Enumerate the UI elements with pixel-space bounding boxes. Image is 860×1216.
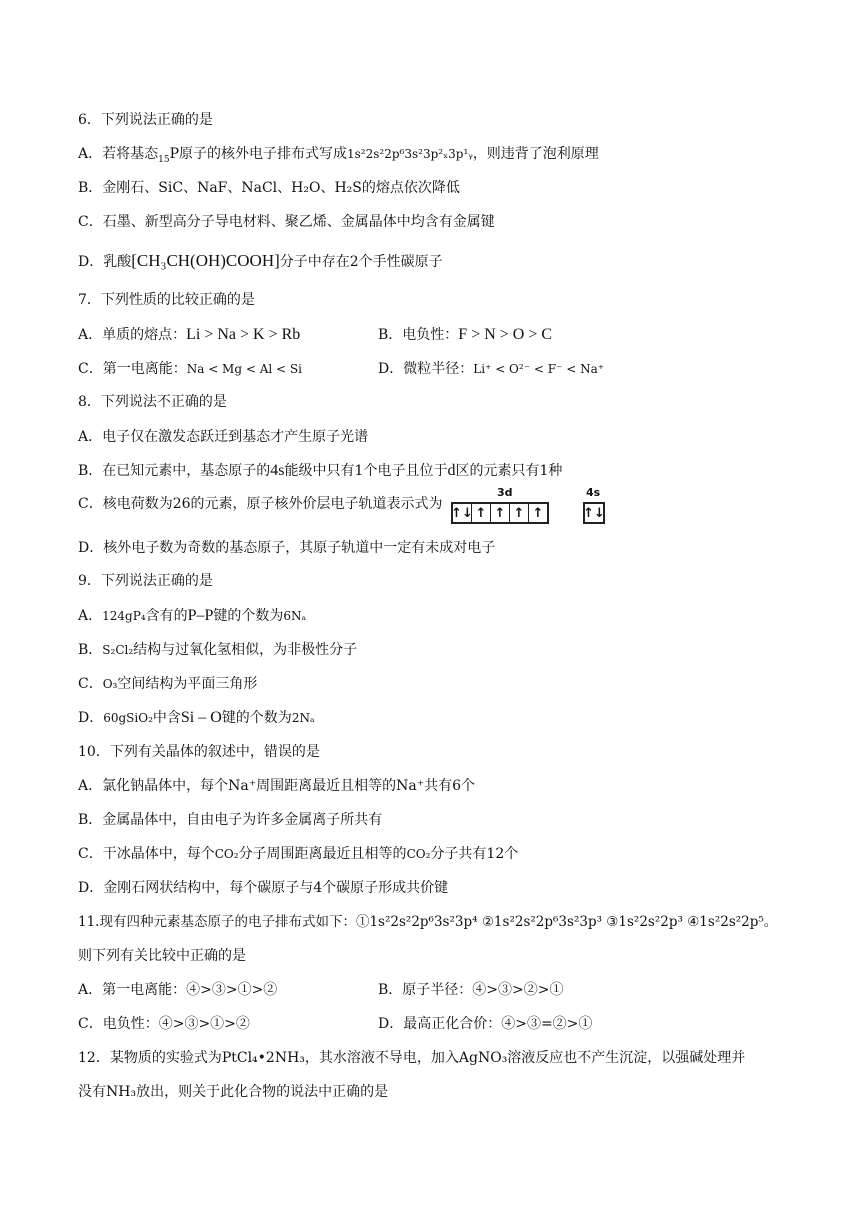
q9-option-a: A．124gP₄含有的P–P键的个数为6Nₐ xyxy=(78,607,307,624)
q12-stem: 12．某物质的实验式为PtCl₄•2NH₃，其水溶液不导电，加入AgNO₃溶液反应也不产生沉淀，以强碱处理并 xyxy=(78,1050,746,1066)
orbital-4s-boxes xyxy=(583,502,605,524)
q6-option-d: D．乳酸[CH₃CH(OH)COOH]分子中存在2个手性碳原子 xyxy=(78,251,443,270)
q11-option-b: B．原子半径：④>③>②>① xyxy=(378,982,564,998)
orbital-3d-box: ↑↓ xyxy=(451,505,473,521)
q10-option-b: B．金属晶体中，自由电子为许多金属离子所共有 xyxy=(78,812,383,828)
q7-option-d: D．微粒半径：Li⁺ < O²⁻ < F⁻ < Na⁺ xyxy=(378,361,605,377)
q8-option-c: C．核电荷数为26的元素，原子核外价层电子轨道表示式为 3d 4s ↑↓ ↑ ↑ ↑ ↑ ↑↓ xyxy=(78,486,611,522)
q9-option-c: C．O₃空间结构为平面三角形 xyxy=(78,676,258,692)
q8-option-d: D．核外电子数为奇数的基态原子，其原子轨道中一定有未成对电子 xyxy=(78,540,496,556)
q10-option-a: A．氯化钠晶体中，每个Na⁺周围距离最近且相等的Na⁺共有6个 xyxy=(78,778,475,794)
q10-stem: 10．下列有关晶体的叙述中，错误的是 xyxy=(78,744,320,760)
q6-option-a: A．若将基态$_{15}$P原子的核外电子排布式写成1s²2s²2p⁶3s²3p²ₓ3p¹ᵧ，则违背了泡利原理 xyxy=(78,146,599,165)
orbital-4s-box: ↑↓ xyxy=(583,505,605,521)
q6-stem: 6．下列说法正确的是 xyxy=(78,112,213,128)
q11-option-d: D．最高正化合价：④>③=②>① xyxy=(378,1016,593,1032)
q7-stem: 7．下列性质的比较正确的是 xyxy=(78,292,255,308)
orbital-3d-box: ↑ xyxy=(532,505,544,521)
orbital-diagram xyxy=(451,486,611,522)
orbital-3d-box: ↑ xyxy=(510,504,529,522)
q12-stem-continued: 没有NH₃放出，则关于此化合物的说法中正确的是 xyxy=(78,1084,389,1100)
q11-stem: 11.现有四种元素基态原子的电子排布式如下：①1s²2s²2p⁶3s²3p⁴ ②1s²2s²2p⁶3s²3p³ ③1s²2s²2p³ ④1s²2s²2p⁵。 xyxy=(78,914,778,930)
q10-option-d: D．金刚石网状结构中，每个碳原子与4个碳原子形成共价键 xyxy=(78,880,449,896)
q6-option-c: C．石墨、新型高分子导电材料、聚乙烯、金属晶体中均含有金属键 xyxy=(78,214,495,230)
q10-option-c: C．干冰晶体中，每个CO₂分子周围距离最近且相等的CO₂分子共有12个 xyxy=(78,846,519,862)
q7-option-a: A．单质的熔点：Li > Na > K > Rb xyxy=(78,326,301,343)
orbital-3d-label: 3d xyxy=(496,486,513,499)
orbital-3d-box: ↑ xyxy=(491,504,510,522)
q6-option-b: B．金刚石、SiC、NaF、NaCl、H₂O、H₂S的熔点依次降低 xyxy=(78,180,460,196)
q7-option-b: B．电负性：F > N > O > C xyxy=(378,326,553,343)
q11-option-a: A．第一电离能：④>③>①>② xyxy=(78,982,278,998)
q9-option-d: D．60gSiO₂中含Si – O键的个数为2Nₐ xyxy=(78,709,315,726)
orbital-3d-boxes xyxy=(451,502,549,524)
q8-option-a: A．电子仅在激发态跃迁到基态才产生原子光谱 xyxy=(78,429,369,445)
q8-stem: 8．下列说法不正确的是 xyxy=(78,394,227,410)
q11-stem-continued: 则下列有关比较中正确的是 xyxy=(78,948,246,964)
q9-stem: 9．下列说法正确的是 xyxy=(78,573,213,589)
q11-option-c: C．电负性：④>③>①>② xyxy=(78,1016,250,1032)
q8-option-b: B．在已知元素中，基态原子的4s能级中只有1个电子且位于d区的元素只有1种 xyxy=(78,462,563,479)
orbital-3d-box: ↑ xyxy=(472,504,491,522)
q9-option-b: B．S₂Cl₂结构与过氧化氢相似，为非极性分子 xyxy=(78,642,358,658)
orbital-4s-label: 4s xyxy=(585,486,601,499)
q7-option-c: C．第一电离能：Na < Mg < Al < Si xyxy=(78,361,302,377)
